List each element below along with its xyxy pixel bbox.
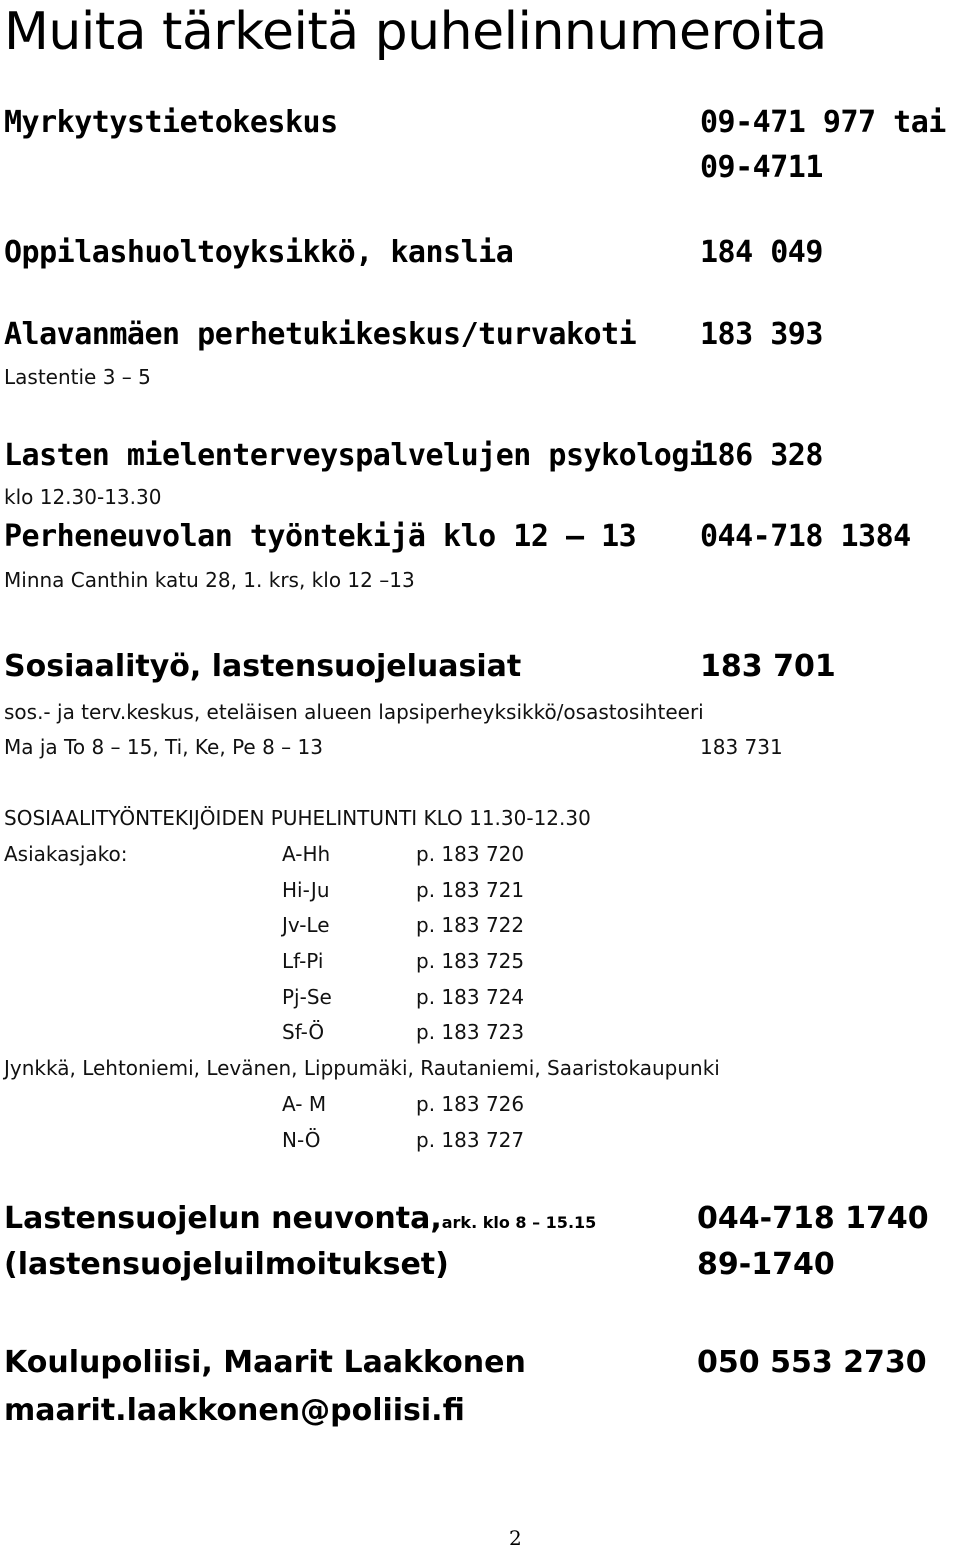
page-number: 2: [509, 1526, 522, 1550]
group-range: N-Ö: [282, 1128, 321, 1152]
entry-name: Sosiaalityö, lastensuojeluasiat: [4, 649, 522, 684]
section-heading: SOSIAALITYÖNTEKIJÖIDEN PUHELINTUNTI KLO 11.30-12.30: [4, 806, 591, 830]
entry-phone: 183 701: [700, 649, 836, 684]
group-range: A- M: [282, 1092, 327, 1116]
group-range: A-Hh: [282, 842, 331, 866]
entry-name: Alavanmäen perhetukikeskus/turvakoti: [4, 317, 637, 352]
entry-name: Koulupoliisi, Maarit Laakkonen: [4, 1345, 526, 1380]
entry-sub-line: sos.- ja terv.keskus, eteläisen alueen lapsiperheyksikkö/osastosihteeri: [4, 700, 704, 724]
entry-name: Oppilashuoltoyksikkö, kanslia: [4, 235, 514, 270]
group-range: Lf-Pi: [282, 949, 324, 973]
group-range: Sf-Ö: [282, 1020, 325, 1044]
entry-address: Minna Canthin katu 28, 1. krs, klo 12 –13: [4, 568, 415, 592]
group-phone: p. 183 723: [416, 1020, 525, 1044]
entry-name: Myrkytystietokeskus: [4, 105, 338, 140]
entry-name: [4, 1201, 597, 1236]
entry-phone: 09-4711: [700, 150, 823, 185]
entry-name: (lastensuojeluilmoitukset): [4, 1247, 449, 1282]
entry-phone: 186 328: [700, 438, 823, 473]
entry-name: Perheneuvolan työntekijä klo 12 – 13: [4, 519, 637, 554]
entry-hours: Ma ja To 8 – 15, Ti, Ke, Pe 8 – 13: [4, 735, 323, 759]
entry-email: maarit.laakkonen@poliisi.fi: [4, 1393, 465, 1428]
area-line: Jynkkä, Lehtoniemi, Levänen, Lippumäki, Rautaniemi, Saaristokaupunki: [4, 1056, 720, 1080]
group-range: Hi-Ju: [282, 878, 330, 902]
asiakasjako-label: Asiakasjako:: [4, 842, 128, 866]
entry-name: Lasten mielenterveyspalvelujen psykologi: [4, 438, 707, 473]
page-title: Muita tärkeitä puhelinnumeroita: [4, 2, 827, 62]
entry-phone: 044-718 1740: [697, 1201, 929, 1236]
entry-phone: 183 731: [700, 735, 783, 759]
entry-phone: 050 553 2730: [697, 1345, 927, 1380]
group-phone: p. 183 720: [416, 842, 525, 866]
entry-phone: 89-1740: [697, 1247, 835, 1282]
group-phone: p. 183 725: [416, 949, 525, 973]
entry-address: Lastentie 3 – 5: [4, 365, 151, 389]
group-phone: p. 183 726: [416, 1092, 525, 1116]
group-phone: p. 183 721: [416, 878, 525, 902]
entry-phone: 09-471 977 tai: [700, 105, 946, 140]
entry-phone: 044-718 1384: [700, 519, 911, 554]
group-phone: p. 183 727: [416, 1128, 525, 1152]
group-phone: p. 183 724: [416, 985, 525, 1009]
group-phone: p. 183 722: [416, 913, 525, 937]
entry-name-text: Lastensuojelun neuvonta,: [4, 1201, 442, 1236]
group-range: Jv-Le: [282, 913, 330, 937]
entry-hours: klo 12.30-13.30: [4, 485, 162, 509]
group-range: Pj-Se: [282, 985, 332, 1009]
entry-hours: ark. klo 8 – 15.15: [441, 1213, 597, 1232]
entry-phone: 184 049: [700, 235, 823, 270]
entry-phone: 183 393: [700, 317, 823, 352]
